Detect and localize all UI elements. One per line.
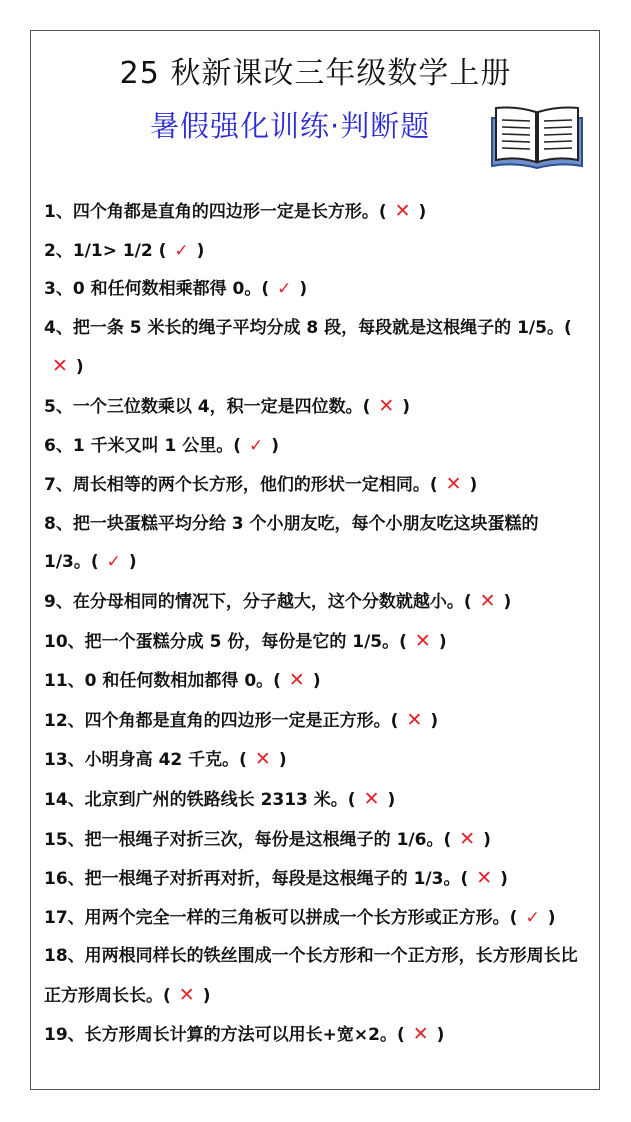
question-item [44,622,604,662]
question-close: ) [402,396,411,417]
question-close: ) [75,357,84,378]
question-item [44,505,584,582]
question-text: 17、用两个完全一样的三角板可以拼成一个长方形或正方形。( [44,907,518,928]
question-item [44,701,604,741]
question-text: 12、四个角都是直角的四边形一定是正方形。( [44,710,399,731]
question-item [44,780,604,820]
cross-mark-icon: ✕ [178,983,195,1006]
page-subtitle: 暑假强化训练·判断题 [150,109,431,143]
question-item [44,740,604,780]
check-mark-icon: ✓ [106,552,121,573]
question-item [44,899,584,938]
question-close: ) [503,591,512,612]
book-icon [488,104,586,174]
question-close: ) [418,202,427,222]
cross-mark-icon: ✕ [288,669,305,692]
cross-mark-icon: ✕ [52,355,68,378]
question-close: ) [312,671,321,692]
cross-mark-icon: ✕ [476,867,493,890]
question-item [44,232,604,271]
check-mark-icon: ✓ [525,907,540,928]
question-close: ) [196,240,205,261]
question-close: ) [387,789,396,810]
cross-mark-icon: ✕ [394,200,411,222]
question-text: 5、一个三位数乘以 4，积一定是四位数。( [44,396,371,417]
question-close: ) [436,1025,445,1046]
question-close: ) [500,869,508,890]
question-item [44,427,604,466]
question-item [44,937,584,1015]
question-item [44,582,604,622]
question-text: 18、用两根同样长的铁丝围成一个长方形和一个正方形，长方形周长比正方形周长长。( [44,946,578,1006]
question-close: ) [128,552,137,573]
question-text: 19、长方形周长计算的方法可以用长+宽×2。( [44,1025,405,1046]
question-text: 14、北京到广州的铁路线长 2313 米。( [44,789,356,810]
question-text: 13、小明身高 42 千克。( [44,750,247,771]
question-close: ) [430,710,439,731]
question-close: ) [299,279,308,300]
question-close: ) [278,750,287,771]
check-mark-icon: ✓ [277,279,292,300]
question-list [44,192,604,1055]
cross-mark-icon: ✕ [414,629,431,652]
question-close: ) [483,829,491,850]
cross-mark-icon: ✕ [363,787,380,810]
question-item [44,192,604,232]
question-close: ) [202,985,211,1006]
question-text: 16、把一根绳子对折再对折，每段是这根绳子的 1/3。( [44,869,469,890]
check-mark-icon: ✓ [249,435,264,456]
cross-mark-icon: ✕ [459,827,476,850]
question-close: ) [469,475,478,496]
question-item [44,387,604,427]
question-item [44,270,604,309]
question-text: 6、1 千米又叫 1 公里。( [44,435,242,456]
question-item [44,309,584,387]
question-text: 9、在分母相同的情况下，分子越大，这个分数就越小。( [44,591,472,612]
cross-mark-icon: ✕ [445,473,462,496]
question-text: 3、0 和任何数相乘都得 0。( [44,279,270,300]
question-close: ) [547,907,556,928]
question-text: 8、把一块蛋糕平均分给 3 个小朋友吃，每个小朋友吃这块蛋糕的 1/3。( [44,513,539,573]
question-text: 10、把一个蛋糕分成 5 份，每份是它的 1/5。( [44,631,407,652]
question-text: 4、把一条 5 米长的绳子平均分成 8 段，每段就是这根绳子的 1/5。( [44,317,572,338]
cross-mark-icon: ✕ [412,1023,429,1046]
question-close: ) [271,435,280,456]
question-text: 7、周长相等的两个长方形，他们的形状一定相同。( [44,475,438,496]
question-item [44,820,604,860]
cross-mark-icon: ✕ [479,589,496,612]
question-text: 1、四个角都是直角的四边形一定是长方形。( [44,202,387,222]
question-close: ) [438,631,447,652]
question-text: 11、0 和任何数相加都得 0。( [44,671,281,692]
question-item [44,465,604,505]
check-mark-icon: ✓ [174,240,189,261]
question-text: 2、1/1> 1/2 ( [44,240,167,261]
question-item [44,1015,604,1055]
cross-mark-icon: ✕ [254,748,271,771]
question-item [44,859,604,899]
question-item [44,661,604,701]
cross-mark-icon: ✕ [378,394,395,417]
question-text: 15、把一根绳子对折三次，每份是这根绳子的 1/6。( [44,829,452,850]
cross-mark-icon: ✕ [406,708,423,731]
page-title: 25 秋新课改三年级数学上册 [119,56,512,91]
